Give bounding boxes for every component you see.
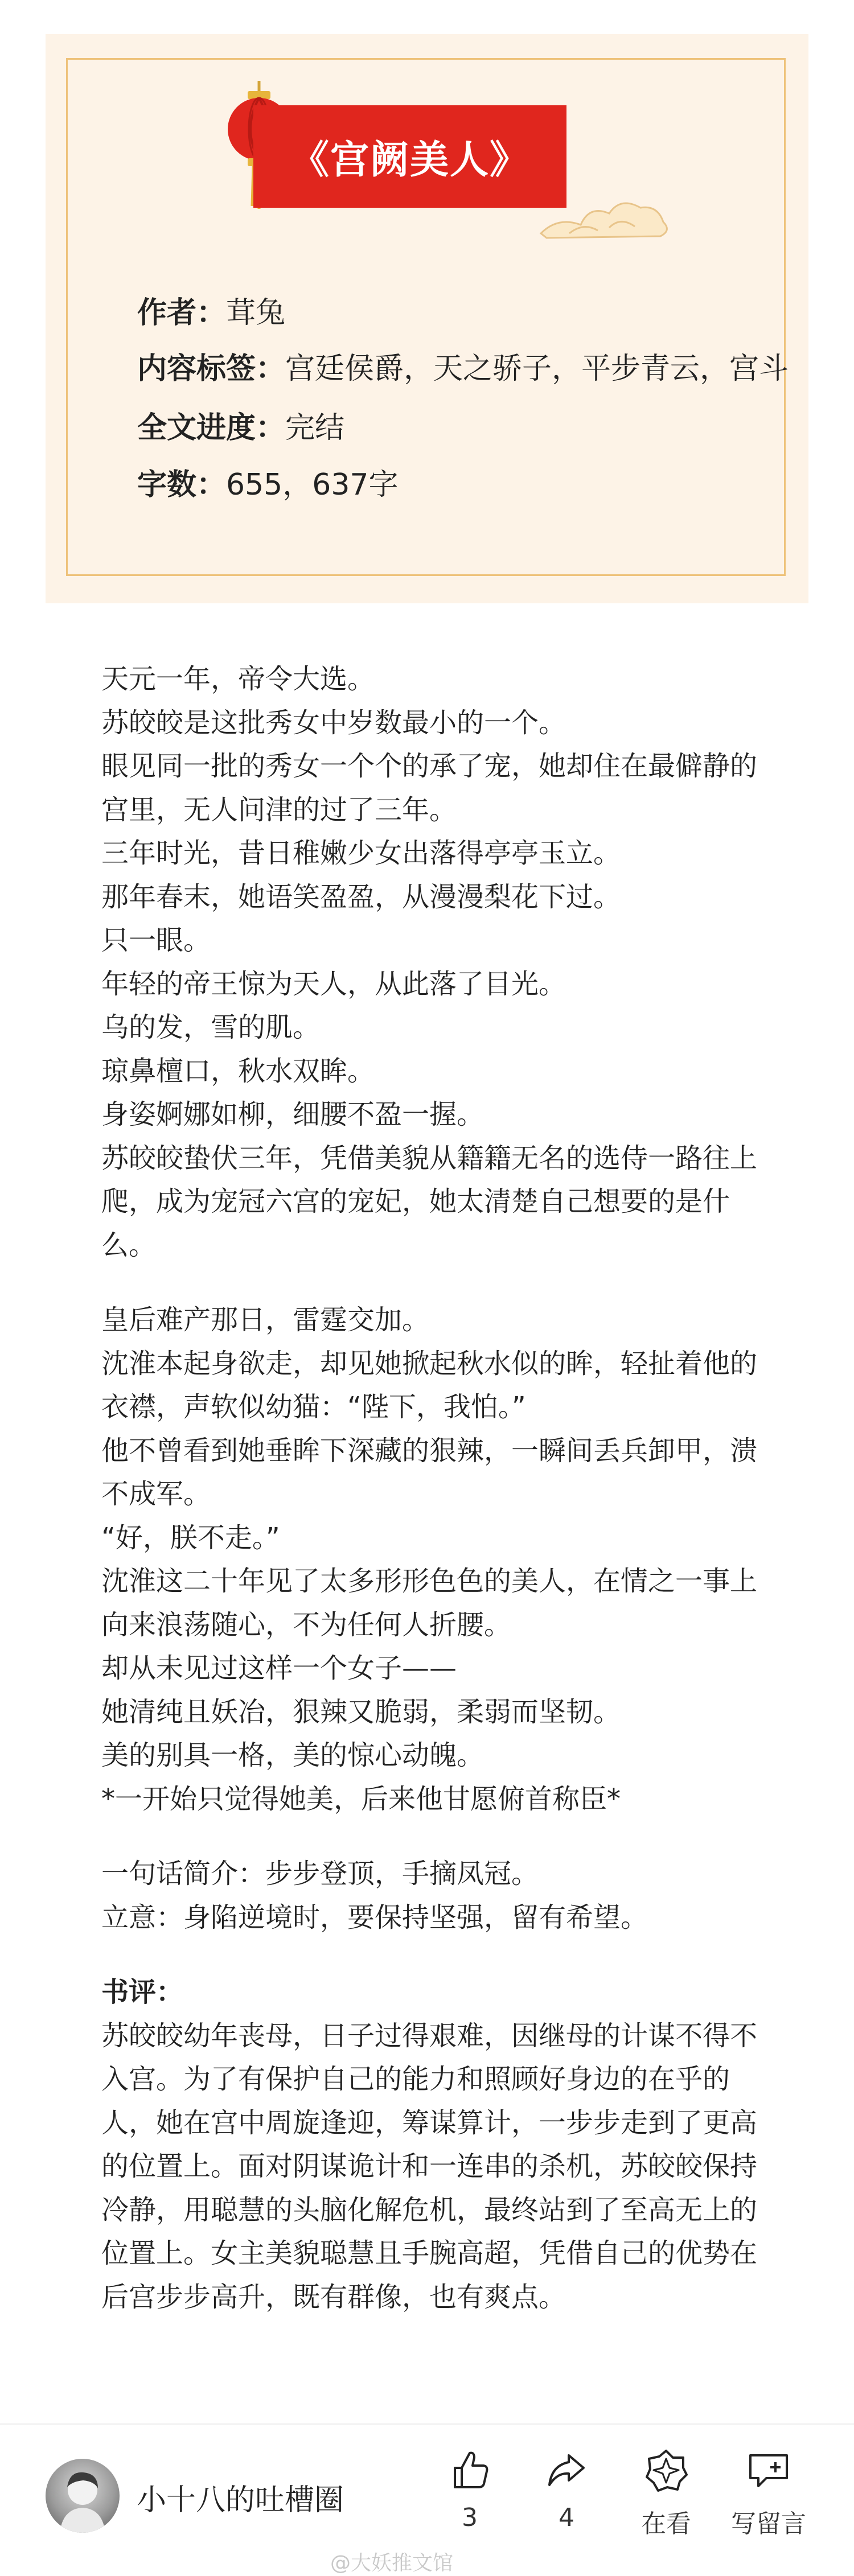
- watching-button[interactable]: [621, 2447, 712, 2540]
- tags-row: [137, 341, 809, 396]
- book-title: 《宫阙美人》: [290, 137, 529, 183]
- story-line: 美的别具一格，美的惊心动魄。: [101, 1739, 485, 1771]
- author-label: 作者：: [137, 296, 227, 330]
- intro-line: 只一眼。: [101, 924, 211, 956]
- account-name[interactable]: 小十八的吐槽圈: [137, 2483, 344, 2517]
- progress-value: 完结: [285, 411, 345, 445]
- word-count-value: 655，637字: [226, 468, 399, 502]
- intro-line: 天元一年，帝令大选。: [101, 663, 375, 695]
- story-line: 沈淮本起身欲走，却见她掀起秋水似的眸，轻扯着他的衣襟，声软似幼猫：“陛下，我怕。”: [101, 1347, 758, 1423]
- book-info-card: [46, 34, 808, 603]
- story-line: “好，朕不走。”: [101, 1521, 280, 1554]
- watching-flower-icon: [643, 2447, 689, 2493]
- share-arrow-icon: [544, 2447, 589, 2493]
- summary-line: 立意：身陷逆境时，要保持坚强，留有希望。: [101, 1901, 648, 1933]
- intro-line: 三年时光，昔日稚嫩少女出落得亭亭玉立。: [101, 837, 621, 869]
- account-avatar[interactable]: [46, 2459, 120, 2533]
- intro-line: 琼鼻檀口，秋水双眸。: [101, 1055, 375, 1087]
- avatar-portrait-icon: [46, 2459, 120, 2533]
- write-comment-button[interactable]: [723, 2447, 814, 2540]
- author-value: 茸兔: [226, 296, 286, 330]
- tags-value: 宫廷侯爵，天之骄子，平步青云，宫斗: [285, 352, 789, 386]
- story-line: 沈淮这二十年见了太多形形色色的美人，在情之一事上向来浪荡随心，不为任何人折腰。: [101, 1565, 758, 1641]
- paragraph-gap: [101, 1821, 767, 1852]
- cloud-ornament-icon: [535, 182, 672, 245]
- share-button[interactable]: [521, 2447, 612, 2532]
- book-title-banner: [253, 105, 566, 208]
- paragraph-gap: [101, 1267, 767, 1298]
- review-text: 苏皎皎幼年丧母，日子过得艰难，因继母的计谋不得不入宫。为了有保护自己的能力和照顾好身边的在乎的人，她在宫中周旋逢迎，筹谋算计，一步步走到了更高的位置上。面对阴谋诡计和一连串的杀机，苏皎皎保持冷静，用聪慧的头脑化解危机，最终站到了至高无上的位置上。女主美貌聪慧且手腕高超，凭借自己的优势在后宫步步高升，既有群像，也有爽点。: [101, 2019, 758, 2313]
- like-button[interactable]: [424, 2447, 515, 2532]
- story-line: 却从未见过这样一个女子——: [101, 1652, 457, 1684]
- review-title: 书评：: [101, 1976, 184, 2008]
- intro-line: 身姿婀娜如柳，细腰不盈一握。: [101, 1098, 485, 1130]
- share-count: 4: [559, 2503, 574, 2532]
- intro-line: 苏皎皎蛰伏三年，凭借美貌从籍籍无名的选侍一路往上爬，成为宠冠六宫的宠妃，她太清楚自己想要的是什么。: [101, 1142, 758, 1261]
- intro-line: 眼见同一批的秀女一个个的承了宠，她却住在最僻静的宫里，无人问津的过了三年。: [101, 750, 758, 826]
- like-count: 3: [462, 2503, 478, 2532]
- story-line: *一开始只觉得她美，后来他甘愿俯首称臣*: [101, 1783, 621, 1815]
- paragraph-gap: [101, 1939, 767, 1970]
- intro-line: 苏皎皎是这批秀女中岁数最小的一个。: [101, 706, 566, 739]
- summary-line: 一句话简介：步步登顶，手摘凤冠。: [101, 1858, 539, 1890]
- story-line: 皇后难产那日，雷霆交加。: [101, 1304, 430, 1336]
- comment-add-icon: [746, 2447, 791, 2493]
- book-info-list: [137, 285, 809, 513]
- word-count-label: 字数：: [137, 468, 227, 502]
- progress-label: 全文进度：: [137, 411, 286, 445]
- story-line: 她清纯且妖冶，狠辣又脆弱，柔弱而坚韧。: [101, 1696, 621, 1728]
- word-count-row: [137, 456, 809, 513]
- tags-label: 内容标签：: [137, 352, 286, 386]
- author-row: [137, 285, 809, 341]
- watching-label: 在看: [641, 2509, 691, 2538]
- watermark-text: @大妖推文馆: [330, 2552, 454, 2575]
- article-body: [101, 657, 767, 2319]
- intro-line: 乌的发，雪的肌。: [101, 1011, 321, 1043]
- progress-row: [137, 400, 809, 456]
- thumbs-up-icon: [447, 2447, 492, 2493]
- intro-line: 年轻的帝王惊为天人，从此落了目光。: [101, 968, 566, 1000]
- intro-line: 那年春末，她语笑盈盈，从漫漫梨花下过。: [101, 880, 621, 913]
- write-comment-label: 写留言: [731, 2509, 806, 2538]
- story-line: 他不曾看到她垂眸下深藏的狠辣，一瞬间丢兵卸甲，溃不成军。: [101, 1434, 758, 1510]
